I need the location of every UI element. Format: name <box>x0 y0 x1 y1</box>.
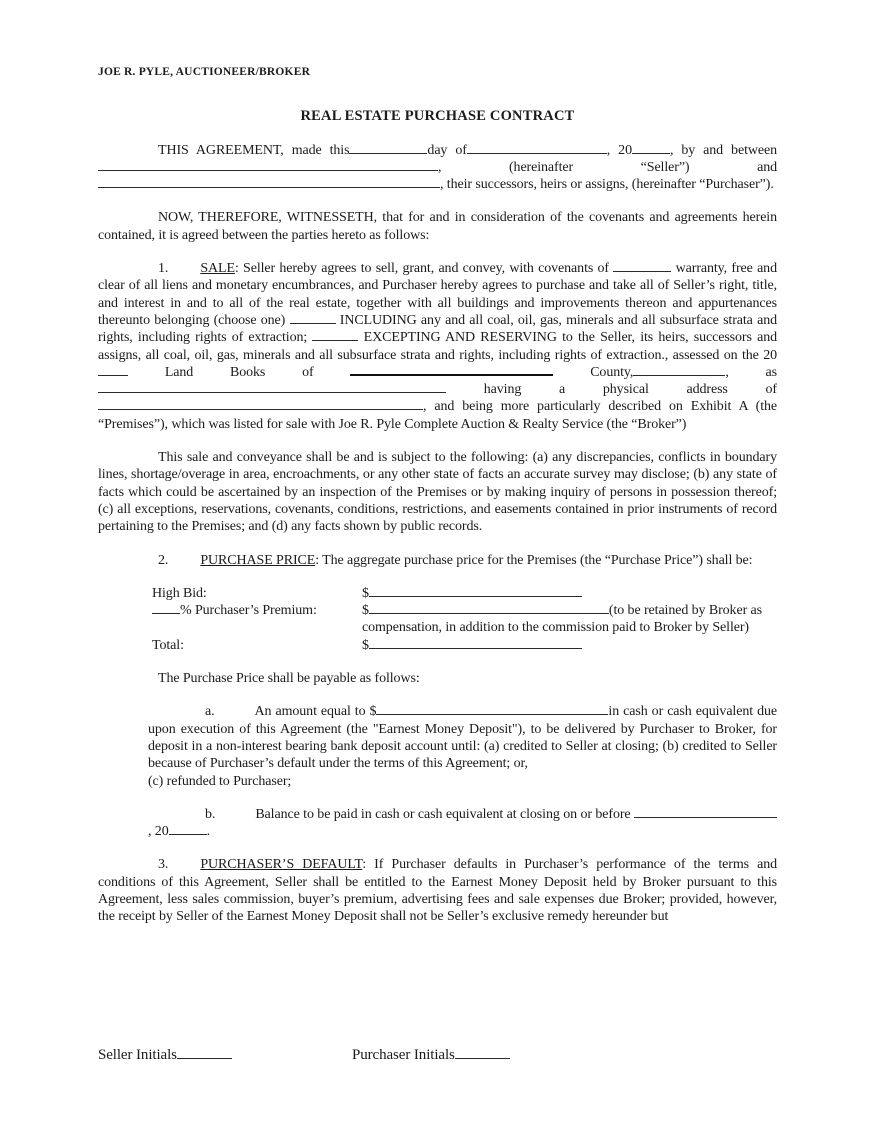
price-row-high-bid <box>152 585 777 602</box>
purchase-price-table <box>152 585 777 654</box>
total-amount-blank: $ <box>362 637 777 654</box>
intro-paragraph: THIS AGREEMENT, made this day of , 20 , by and between , (hereinafter “Seller”) and , their successors, heirs or assigns, (hereinafter “Purchaser”). <box>98 142 777 194</box>
page-content <box>98 0 777 926</box>
purchaser-premium-label: % Purchaser’s Premium: <box>152 602 362 619</box>
price-row-purchaser-premium <box>152 602 777 637</box>
witnesseth-paragraph: NOW, THEREFORE, WITNESSETH, that for and in consideration of the covenants and agreements herein contained, it is agreed between the parties hereto as follows: <box>98 210 777 243</box>
high-bid-label: High Bid: <box>152 585 207 601</box>
sale-subject-paragraph: This sale and conveyance shall be and is subject to the following: (a) any discrepancies, conflicts in boundary lines, shortage/overage in area, encroachments, or any other state of facts an accurate survey may disclose; (b) any state of facts which could be ascertained by an inspection of the Premises or by making inquiry of persons in possession thereof; (c) all exceptions, reservations, covenants, conditions, restrictions, and easements contained in prior instruments of record pertaining to the Premises; and (d) any facts shown by public records. <box>98 450 777 535</box>
document-title: REAL ESTATE PURCHASE CONTRACT <box>300 108 575 125</box>
total-label: Total: <box>152 637 184 653</box>
price-row-total <box>152 637 777 654</box>
payable-intro: The Purchase Price shall be payable as follows: <box>158 671 420 687</box>
high-bid-amount-blank: $ <box>362 585 777 602</box>
purchaser-initials-blank: Purchaser Initials <box>352 1047 510 1064</box>
section-3-purchasers-default: 3. PURCHASER’S DEFAULT: If Purchaser defaults in Purchaser’s performance of the terms and conditions of this Agreement, Seller shall be entitled to the Earnest Money Deposit held by Broker pursuant to this Agreement, less sales commission, buyer’s premium, advertising fees and sale expenses due Broker; provided, however, the receipt by Seller of the Earnest Money Deposit shall not be Seller’s exclusive remedy hereunder but <box>98 857 777 925</box>
broker-header: JOE R. PYLE, AUCTIONEER/BROKER <box>98 66 311 78</box>
section-1-sale: 1. SALE: Seller hereby agrees to sell, grant, and convey, with covenants of warranty, free and clear of all liens and monetary encumbrances, and Purchaser hereby agrees to purchase and take all of Seller’s right, title, and interest in and to all of the real estate, together with all buildings and improvements thereon and appurtenances thereunto belonging (choose one) INCLUDING any and all coal, oil, gas, minerals and all subsurface strata and rights, including rights of extraction; EXCEPTING AND RESERVING to the Seller, its heirs, successors and assigns, all coal, oil, gas, minerals and all subsurface strata and rights, including rights of extraction., assessed on the 20 Land Books of County, , as having a physical address of, and being more particularly described on Exhibit A (the “Premises”), which was listed for sale with Joe R. Pyle Complete Auction & Realty Service (the “Broker”) <box>98 261 777 432</box>
purchaser-premium-amount-blank: $ (to be retained by Broker as compensation, in addition to the commission paid to Broker by Seller) <box>362 603 762 636</box>
payment-item-b: b. Balance to be paid in cash or cash equivalent at closing on or before , 20 . <box>148 806 777 841</box>
section-2-purchase-price: 2. PURCHASE PRICE: The aggregate purchase price for the Premises (the “Purchase Price”) shall be: <box>158 552 753 568</box>
seller-initials-blank: Seller Initials <box>98 1047 232 1064</box>
payment-item-a: a. An amount equal to $ in cash or cash equivalent due upon execution of this Agreement (the "Earnest Money Deposit"), to be delivered by Purchaser to Broker, for deposit in a non-interest bearing bank deposit account until: (a) credited to Seller at closing; (b) credited to Seller because of Purchaser’s default under the terms of this Agreement; or, (c) refunded to Purchaser; <box>148 704 777 789</box>
